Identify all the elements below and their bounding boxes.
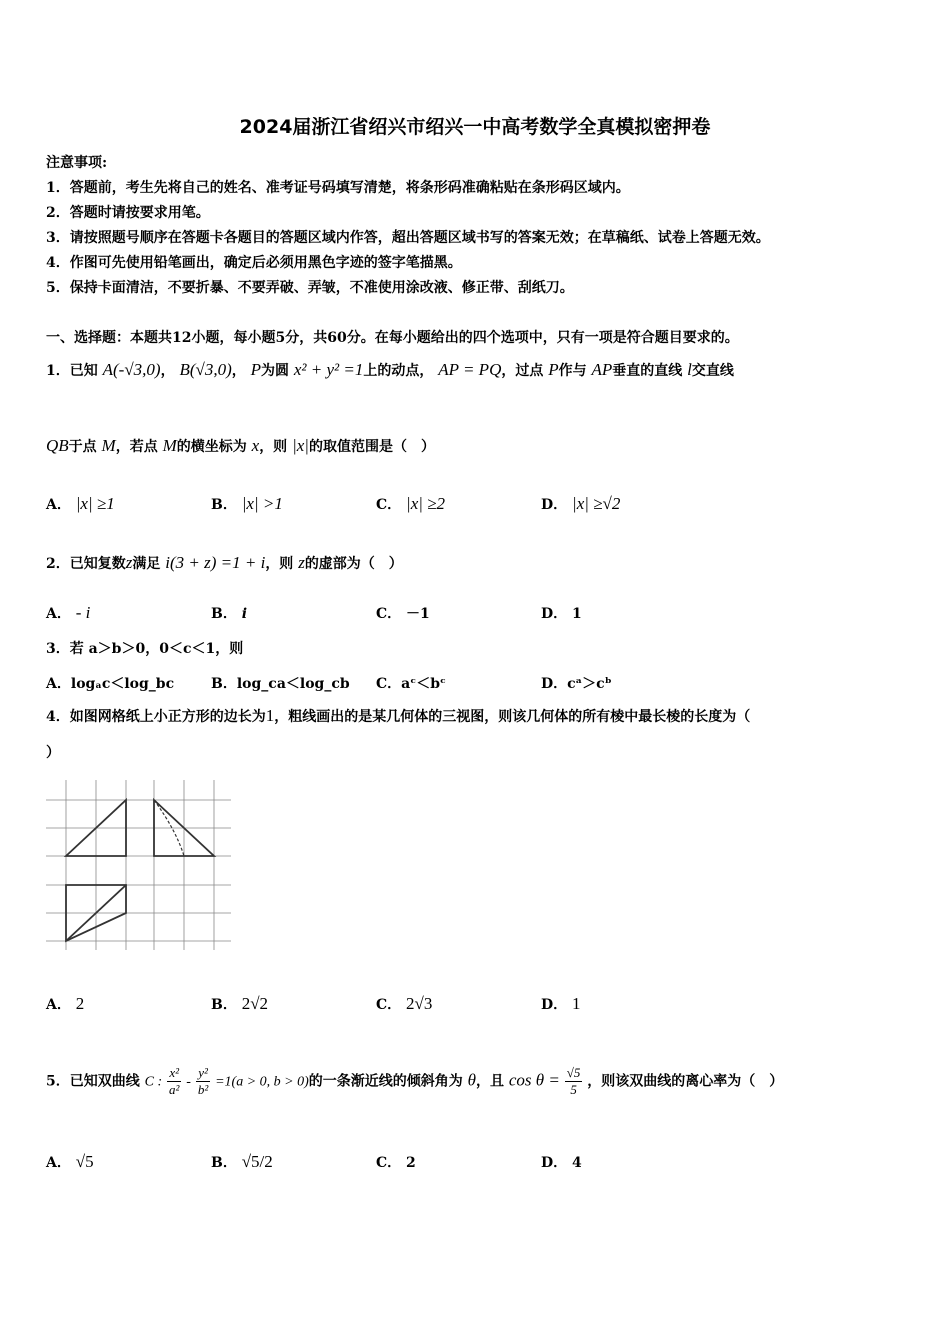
thick-outlines	[66, 800, 214, 941]
notice-item-4: 4．作图可先使用铅笔画出，确定后必须用黑色字迹的签字笔描黑。	[46, 255, 462, 271]
q1-option-b[interactable]: B． |x| >1	[211, 494, 283, 513]
q1-option-d[interactable]: D． |x| ≥√2	[541, 494, 621, 513]
section-heading: 一、选择题：本题共12小题，每小题5分，共60分。在每小题给出的四个选项中，只有一项是符合题目要求的。	[46, 330, 739, 346]
q3-option-b[interactable]: B．log_ca＜log_cb	[211, 676, 350, 692]
q4-option-c[interactable]: C． 2√3	[376, 994, 433, 1013]
notice-item-5: 5．保持卡面清洁，不要折暴、不要弄破、弄皱，不准使用涂改液、修正带、刮纸刀。	[46, 280, 574, 296]
q2-option-d[interactable]: D． 1	[541, 606, 582, 622]
question-1-stem: 1．已知 A(-√3,0)， B(√3,0)， P为圆 x² + y² =1上的动点， AP = PQ，过点 P作与 AP垂直的直线 l交直线	[46, 360, 734, 379]
q1-option-c[interactable]: C． |x| ≥2	[376, 494, 446, 513]
q3-option-d[interactable]: D．cᵃ＞cᵇ	[541, 676, 612, 692]
notice-heading: 注意事项:	[46, 155, 108, 171]
circle-equation: x² + y² =1	[293, 360, 364, 379]
three-view-figure	[46, 780, 231, 955]
point-b: B(√3,0)	[179, 360, 232, 379]
q2-option-a[interactable]: A． - i	[46, 603, 91, 622]
question-3-stem: 3．若 a＞b＞0，0＜c＜1，则	[46, 641, 244, 657]
page-title: 2024届浙江省绍兴市绍兴一中高考数学全真模拟密押卷	[239, 116, 711, 138]
q5-option-b[interactable]: B． √5/2	[211, 1152, 273, 1171]
q3-option-a[interactable]: A．logₐc＜log_bc	[46, 676, 175, 692]
notice-item-1: 1．答题前，考生先将自己的姓名、准考证号码填写清楚，将条形码准确粘贴在条形码区域内。	[46, 180, 630, 196]
fraction-sqrt5-5: $\frac{√5}{5}$	[566, 1065, 581, 1097]
q4-option-a[interactable]: A． 2	[46, 994, 85, 1013]
question-2-stem: 2．已知复数z满足 i(3 + z) =1 + i，则 z的虚部为（ ）	[46, 553, 403, 572]
grid-lines	[46, 780, 231, 950]
question-1-stem-cont: QB于点 M，若点 M的横坐标为 x，则 |x|的取值范围是（ ）	[46, 436, 435, 455]
complex-equation: i(3 + z) =1 + i	[165, 553, 266, 572]
q2-option-b[interactable]: B． i	[211, 606, 248, 622]
question-4-stem-end: ）	[46, 745, 60, 761]
question-4-stem: 4．如图网格纸上小正方形的边长为1，粗线画出的是某几何体的三视图，则该几何体的所有棱中最长棱的长度为（	[46, 706, 751, 725]
q4-option-b[interactable]: B． 2√2	[211, 994, 269, 1013]
q5-option-d[interactable]: D． 4	[541, 1155, 582, 1171]
q3-option-c[interactable]: C．aᶜ＜bᶜ	[376, 676, 446, 692]
q5-option-c[interactable]: C． 2	[376, 1155, 416, 1171]
q2-option-c[interactable]: C． －1	[376, 606, 430, 622]
question-5-stem: 5．已知双曲线 C : $\frac{\text{x²}}{\text{a²}}$ - $\frac{\text{y²}}{\text{b²}}$ =1(a > 0, b > 0)的一条渐近线的倾斜角为 θ，且 cos θ = $\frac{√5}{5}$ ，则该双曲线的离心率为（ ）	[46, 1065, 784, 1097]
fraction-x2-a2: $\frac{\text{x²}}{\text{a²}}$	[169, 1065, 180, 1097]
notice-item-3: 3．请按照题号顺序在答题卡各题目的答题区域内作答，超出答题区域书写的答案无效；在草稿纸、试卷上答题无效。	[46, 230, 770, 246]
q1-option-a[interactable]: A． |x| ≥1	[46, 494, 115, 513]
q5-option-a[interactable]: A． √5	[46, 1152, 94, 1171]
q4-option-d[interactable]: D． 1	[541, 994, 581, 1013]
fraction-y2-b2: $\frac{\text{y²}}{\text{b²}}$	[197, 1065, 209, 1097]
point-a: A(-√3,0)	[102, 360, 161, 379]
notice-item-2: 2．答题时请按要求用笔。	[46, 205, 210, 221]
